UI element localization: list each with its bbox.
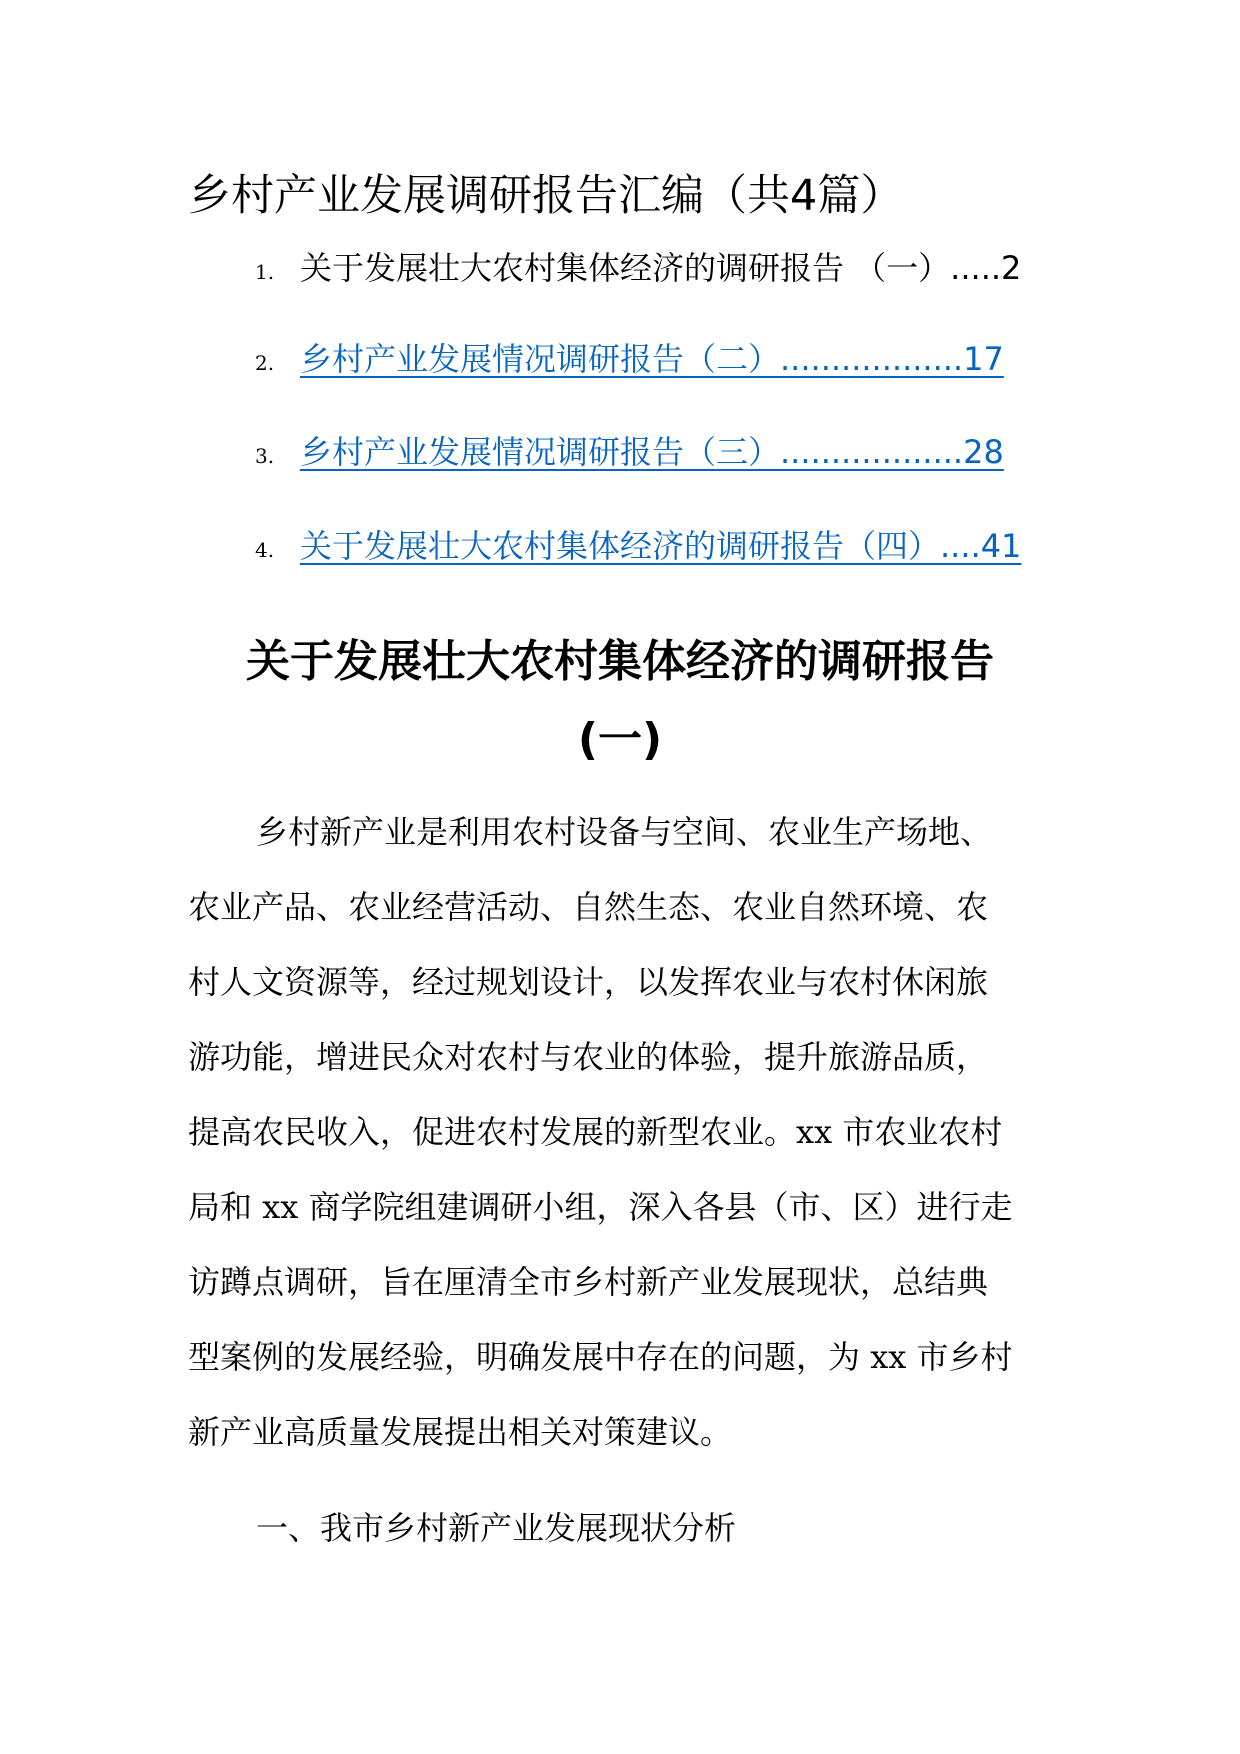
section-title-line-1: 关于发展壮大农村集体经济的调研报告 bbox=[246, 636, 994, 687]
toc-item-2[interactable] bbox=[255, 334, 1055, 384]
paragraph-text: 市乡村 bbox=[916, 1338, 1013, 1376]
toc-text: 关于发展壮大农村集体经济的调研报告 （一）.....2 bbox=[300, 249, 1022, 287]
paragraph-text: xx bbox=[262, 1188, 299, 1226]
toc-number: 1. bbox=[255, 260, 275, 284]
paragraph-text: 提高农民收入，促进农村发展的新型农业。 bbox=[188, 1113, 797, 1151]
toc-number: 3. bbox=[255, 444, 275, 468]
section-heading-1: 一、我市乡村新产业发展现状分析 bbox=[256, 1509, 737, 1547]
toc-link[interactable]: 乡村产业发展情况调研报告（二）..................17 bbox=[300, 340, 1004, 378]
paragraph-line: 游功能，增进民众对农村与农业的体验，提升旅游品质， bbox=[188, 1038, 989, 1076]
paragraph-line bbox=[188, 1183, 1012, 1231]
paragraph-line: 农业产品、农业经营活动、自然生态、农业自然环境、农 bbox=[188, 888, 989, 926]
toc-number: 2. bbox=[255, 351, 275, 375]
paragraph-line: 村人文资源等，经过规划设计，以发挥农业与农村休闲旅 bbox=[188, 963, 989, 1001]
paragraph-text: xx bbox=[870, 1338, 907, 1376]
section-title-line-2: (一) bbox=[577, 714, 663, 765]
paragraph-line: 新产业高质量发展提出相关对策建议。 bbox=[188, 1413, 733, 1451]
paragraph-line bbox=[188, 1333, 1012, 1381]
document-title: 乡村产业发展调研报告汇编（共4篇） bbox=[188, 171, 904, 221]
paragraph-line: 访蹲点调研，旨在厘清全市乡村新产业发展现状，总结典 bbox=[188, 1263, 989, 1301]
paragraph-line bbox=[188, 1108, 1002, 1156]
paragraph-text: 市农业农村 bbox=[842, 1113, 1003, 1151]
paragraph-text: 商学院组建调研小组，深入各县（市、区）进行走 bbox=[308, 1188, 1013, 1226]
paragraph-text: 局和 bbox=[188, 1188, 253, 1226]
toc-item-3[interactable] bbox=[255, 427, 1055, 477]
toc-link[interactable]: 乡村产业发展情况调研报告（三）..................28 bbox=[300, 433, 1004, 471]
toc-item-1 bbox=[255, 243, 1055, 293]
toc-item-4[interactable] bbox=[255, 521, 1055, 571]
paragraph-text: 型案例的发展经验，明确发展中存在的问题，为 bbox=[188, 1338, 861, 1376]
toc-link[interactable]: 关于发展壮大农村集体经济的调研报告（四）....41 bbox=[300, 527, 1022, 565]
paragraph-text: xx bbox=[796, 1113, 833, 1151]
paragraph-line: 乡村新产业是利用农村设备与空间、农业生产场地、 bbox=[256, 813, 993, 851]
toc-number: 4. bbox=[255, 538, 275, 562]
